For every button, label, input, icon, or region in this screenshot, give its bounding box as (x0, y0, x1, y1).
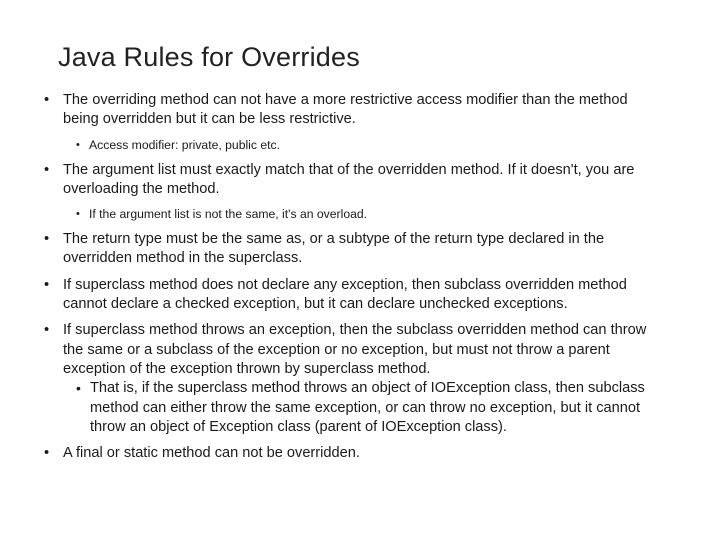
sub-bullet-text: That is, if the superclass method throws an object of IOException class, then subclass method can either throw the same exception, or can throw no exception, but it cannot throw an object of Exception class (parent of IOException class). (90, 380, 645, 435)
bullet-text: The overriding method can not have a more restrictive access modifier than the method being overridden but it can be less restrictive. (63, 92, 628, 128)
slide-title: Java Rules for Overrides (58, 42, 360, 72)
bullet-text: A final or static method can not be overridden. (63, 445, 360, 462)
bullet-text: The return type must be the same as, or a subtype of the return type declared in the overridden method in the superclass. (63, 231, 605, 267)
sub-bullet-item (0, 379, 650, 437)
bullet-item (0, 321, 650, 379)
bullet-icon: • (44, 322, 50, 339)
bullet-icon: • (44, 276, 50, 293)
sub-bullet-text: Access modifier: private, public etc. (89, 137, 281, 152)
sub-bullet-item (0, 206, 650, 223)
bullet-icon: • (44, 92, 50, 108)
bullet-item (0, 161, 650, 200)
bullet-icon: • (44, 445, 50, 462)
bullet-list (0, 91, 720, 470)
bullet-item (0, 444, 650, 463)
bullet-item (0, 276, 650, 315)
sub-bullet-text: If the argument list is not the same, it's an overload. (89, 207, 368, 222)
bullet-icon: • (76, 208, 80, 221)
bullet-text: If superclass method does not declare any exception, then subclass overridden method cannot declare a checked exception, but it can declare unchecked exceptions. (63, 276, 627, 313)
bullet-icon: • (44, 231, 50, 248)
bullet-icon: • (76, 138, 80, 151)
bullet-icon: • (44, 161, 50, 178)
sub-bullet-item (0, 137, 650, 154)
bullet-icon: • (76, 380, 81, 397)
bullet-text: If superclass method throws an exception, then the subclass overridden method can throw the same or a subclass of the exception or no exception, but must not throw a parent exception of the exception thrown by superclass method. (63, 322, 647, 377)
bullet-text: The argument list must exactly match that of the overridden method. If it doesn't, you are overloading the method. (63, 161, 635, 197)
bullet-item (0, 230, 650, 269)
bullet-item (0, 91, 650, 130)
